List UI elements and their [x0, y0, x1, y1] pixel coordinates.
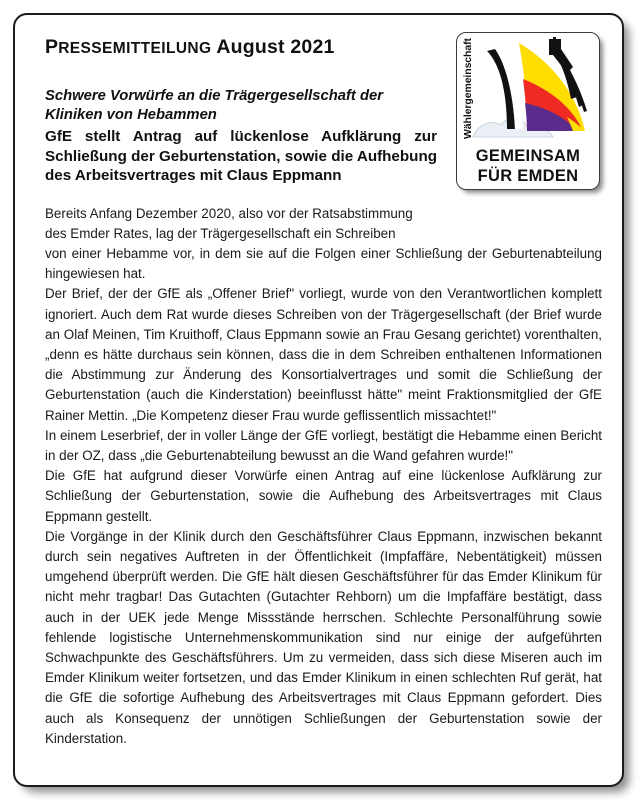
- logo-wordmark: [457, 146, 599, 186]
- subtitle-bold: GfE stellt Antrag auf lückenlose Aufklärung zur Schließung der Geburtenstation, sowie die Aufhebung des Arbeitsvertrages mit Claus Eppmann: [45, 128, 437, 184]
- press-release-frame: [13, 13, 624, 787]
- page-title-lead: P: [45, 36, 59, 58]
- paragraph-4: In einem Leserbrief, der in voller Länge der GfE vorliegt, bestätigt die Hebamme einen Bericht in der OZ, dass „die Geburtenabteilung bewusst an die Wand gefahren wurde!": [45, 427, 602, 463]
- paragraph-5: Die GfE hat aufgrund dieser Vorwürfe einen Antrag auf eine lückenlose Aufklärung zur Schließung der Geburtenstation, sowie die Aufhebung des Arbeitsvertrages mit Claus Eppmann gestellt.: [45, 468, 602, 524]
- paragraph-1: Bereits Anfang Dezember 2020, also vor der Ratsabstimmung des Emder Rates, lag der Trägergesellschaft ein Schreiben: [45, 205, 413, 241]
- subtitle-italic: Schwere Vorwürfe an die Trägergesellschaft der Kliniken von Hebammen: [45, 88, 383, 123]
- logo-vertical-text: Wählergemeinschaft: [462, 38, 474, 139]
- frame-content: [15, 15, 622, 785]
- logo-word-line1: GEMEINSAM: [475, 147, 581, 165]
- article-body: [45, 204, 602, 749]
- logo-word-line2: FÜR EMDEN: [477, 167, 579, 185]
- paragraph-2: von einer Hebamme vor, in dem sie auf die Folgen einer Schließung der Geburtenabteilung hingewiesen hat.: [45, 245, 602, 282]
- gemeinsam-fuer-emden-logo: [456, 32, 600, 190]
- page-title-rest: August 2021: [211, 36, 335, 58]
- sailing-ship-logo-icon: [457, 33, 599, 145]
- paragraph-6: Die Vorgänge in der Klinik durch den Geschäftsführer Claus Eppmann, inzwischen bekannt durch sein negatives Auftreten in der Öffentlichkeit (Impfaffäre, Nebentätigkeit) müssen umgehend überprüft werden. Die GfE hält diesen Geschäftsführer für das Emder Klinikum für nicht mehr tragbar! Das Gutachten (Gutachter Rehborn) um die Impfaffäre bestätigt, dass auch in der UEK jede Menge Missstände herrschen. Schlechte Personalführung sowie fehlende logistische Unternehmenskommunikation sind nur einige der aufgeführten Schwachpunkte des Geschäftsführers. Um zu vermeiden, dass sich diese Miseren auch im Emder Klinikum weiter fortsetzen, und das Emder Klinikum in einen schlechten Ruf gerät, hat die GfE die sofortige Aufhebung des Arbeitsvertrages mit Claus Eppmann gefordert. Dies auch als Konsequenz der unnötigen Schließungen der Geburtenstation sowie der Kinderstation.: [45, 528, 602, 746]
- page-title-smallcaps: RESSEMITTEILUNG: [58, 40, 212, 57]
- paragraph-3: Der Brief, der der GfE als „Offener Brief" vorliegt, wurde von den Verantwortlichen komplett ignoriert. Auch dem Rat wurde dieses Schreiben von der Trägergesellschaft (der Brief wurde an Olaf Meinen, Tim Kruithoff, Claus Eppmann sowie an Frau Gesang gerichtet) vorenthalten, „denn es hätte durchaus sein können, dass die in dem Schreiben enthaltenen Informationen die Abstimmung zur Änderung des Konsortialvertrages und somit die Schließung der Geburtenstation (auch die Kinderstation) beeinflusst hätte" meint Fraktionsmitglied der GfE Rainer Mettin. „Die Kompetenz dieser Frau wurde geflissentlich missachtet!": [45, 286, 602, 423]
